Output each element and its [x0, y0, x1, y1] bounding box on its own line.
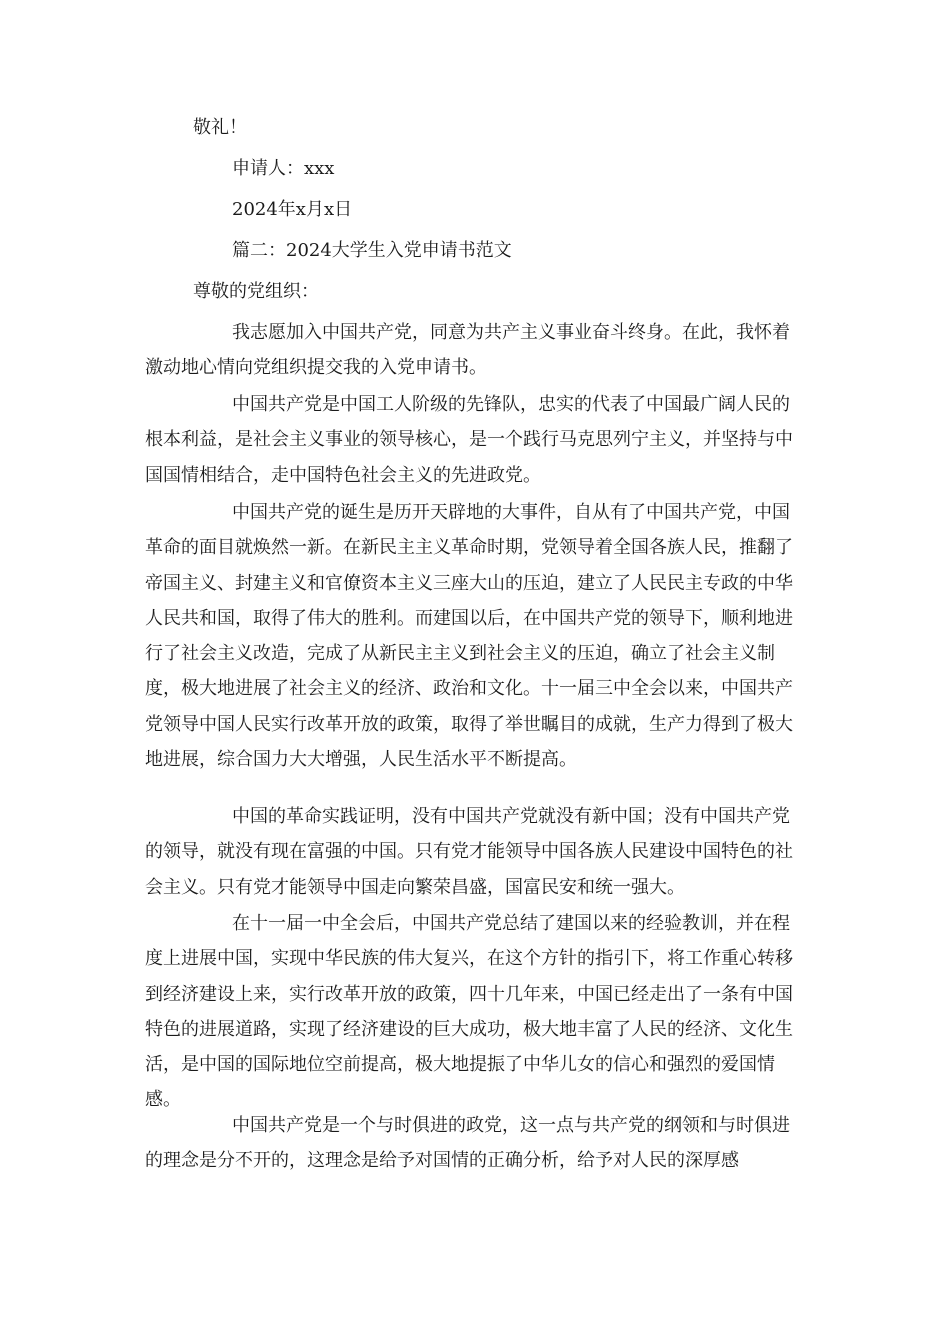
body-paragraph: 中国共产党是一个与时俱进的政党，这一点与共产党的纲领和与时俱进的理念是分不开的，这理念是给予对国情的正确分析，给予对人民的深厚感 — [145, 1115, 790, 1172]
applicant-line: 申请人：xxx — [232, 158, 335, 179]
date-line: 2024年x月x日 — [232, 199, 353, 220]
section-title: 篇二：2024大学生入党申请书范文 — [232, 240, 512, 261]
salutation: 尊敬的党组织： — [193, 281, 319, 302]
body-paragraph: 中国共产党是中国工人阶级的先锋队，忠实的代表了中国最广阔人民的根本利益，是社会主义事业的领导核心，是一个践行马克思列宁主义，并坚持与中国国情相结合，走中国特色社会主义的先进政党。 — [145, 394, 793, 486]
body-paragraph: 中国共产党的诞生是历开天辟地的大事件，自从有了中国共产党，中国革命的面目就焕然一新。在新民主主义革命时期，党领导着全国各族人民，推翻了帝国主义、封建主义和官僚资本主义三座大山的压迫，建立了人民民主专政的中华人民共和国，取得了伟大的胜利。而建国以后，在中国共产党的领导下，顺利地进行了社会主义改造，完成了从新民主主义到社会主义的压迫，确立了社会主义制度，极大地进展了社会主义的经济、政治和文化。十一届三中全会以来，中国共产党领导中国人民实行改革开放的政策，取得了举世瞩目的成就，生产力得到了极大地进展，综合国力大大增强，人民生活水平不断提高。 — [145, 502, 793, 771]
body-paragraph: 在十一届一中全会后，中国共产党总结了建国以来的经验教训，并在程度上进展中国，实现中华民族的伟大复兴，在这个方针的指引下，将工作重心转移到经济建设上来，实行改革开放的政策，四十几年来，中国已经走出了一条有中国特色的进展道路，实现了经济建设的巨大成功，极大地丰富了人民的经济、文化生活，是中国的国际地位空前提高，极大地提振了中华儿女的信心和强烈的爱国情感。 — [145, 913, 793, 1111]
letter-closing: 敬礼！ — [193, 117, 247, 138]
body-paragraph: 中国的革命实践证明，没有中国共产党就没有新中国；没有中国共产党的领导，就没有现在富强的中国。只有党才能领导中国各族人民建设中国特色的社会主义。只有党才能领导中国走向繁荣昌盛，国富民安和统一强大。 — [145, 806, 793, 898]
body-paragraph: 我志愿加入中国共产党，同意为共产主义事业奋斗终身。在此，我怀着激动地心情向党组织提交我的入党申请书。 — [145, 322, 790, 379]
